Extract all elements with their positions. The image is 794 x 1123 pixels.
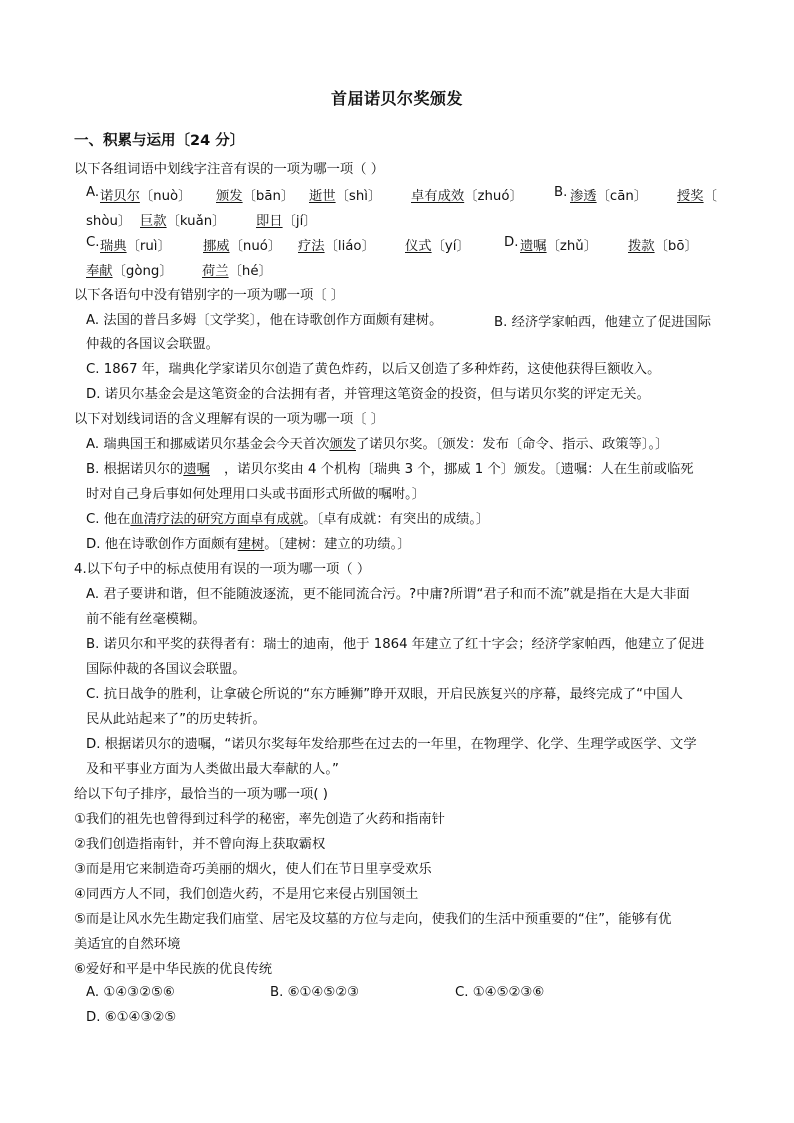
q2-option-b-cont: 仲裁的各国议会联盟。 (86, 337, 219, 352)
q3-option-b: B. 根据诺贝尔的遗嘱 ，诺贝尔奖由 4 个机构〔瑞典 3 个，挪威 1 个〕颁发。〔遗嘱：人在生前或临死 (86, 462, 694, 477)
q4-stem: 4.以下句子中的标点使用有误的一项为哪一项（ ） (74, 562, 371, 577)
q1-option-d-label: D. (504, 235, 519, 250)
q1-stem: 以下各组词语中划线字注音有误的一项为哪一项（ ） (74, 162, 385, 177)
q5-sentence-2: ②我们创造指南针，并不曾向海上获取霸权 (74, 837, 326, 852)
q1-a1: 诺贝尔〔nuò〕 (100, 189, 192, 204)
q1-d4: 荷兰〔hé〕 (202, 264, 272, 279)
q4-option-b: B. 诺贝尔和平奖的获得者有：瑞士的迪南，他于 1864 年建立了红十字会；经济学家帕西，他建立了促进 (86, 637, 705, 652)
q3-stem: 以下对划线词语的含义理解有误的一项为哪一项〔 〕 (74, 412, 385, 427)
q1-c1: 瑞典〔ruì〕 (100, 239, 171, 254)
q3-option-b-cont: 时对自己身后事如何处理用口头或书面形式所做的嘱咐。〕 (86, 487, 426, 502)
q1-c3: 疗法〔liáo〕 (298, 239, 375, 254)
q1-option-c-label: C. (86, 235, 100, 250)
q4-option-c: C. 抗日战争的胜利，让拿破仑所说的“东方睡狮”睁开双眼，开启民族复兴的序幕，最终完成了“中国人 (86, 687, 683, 702)
q2-option-b: B. 经济学家帕西，他建立了促进国际 (494, 315, 712, 330)
q3-option-d: D. 他在诗歌创作方面颇有建树。〔建树：建立的功绩。〕 (86, 537, 411, 552)
q5-sentence-4: ④同西方人不同，我们创造火药，不是用它来侵占别国领土 (74, 887, 419, 902)
q2-stem: 以下各语句中没有错别字的一项为哪一项〔 〕 (74, 288, 345, 303)
q4-option-a-cont: 前不能有丝毫模糊。 (86, 612, 206, 627)
q1-a3: 逝世〔shì〕 (309, 189, 382, 204)
q1-b2-cont: shòu〕 (86, 214, 132, 229)
q3-option-c: C. 他在血清疗法的研究方面卓有成就。〔卓有成就：有突出的成绩。〕 (86, 512, 490, 527)
q2-option-d: D. 诺贝尔基金会是这笔资金的合法拥有者，并管理这笔资金的投资，但与诺贝尔奖的评定无关。 (86, 387, 650, 402)
q1-b1: 渗透〔cān〕 (570, 189, 648, 204)
q1-b3: 巨款〔kuǎn〕 (140, 214, 226, 229)
q2-option-a: A. 法国的普吕多姆〔文学奖〕，他在诗歌创作方面颇有建树。 (86, 313, 443, 328)
q1-c2: 挪威〔nuó〕 (203, 239, 282, 254)
q5-stem: 给以下句子排序，最恰当的一项为哪一项( ) (74, 787, 328, 802)
q2-option-c: C. 1867 年，瑞典化学家诺贝尔创造了黄色炸药，以后又创造了多种炸药，这使他获得巨额收入。 (86, 362, 661, 377)
q1-c4: 仪式〔yí〕 (405, 239, 470, 254)
q5-sentence-5: ⑤而是让风水先生勘定我们庙堂、居宅及坟墓的方位与走向，使我们的生活中预重要的“住”，能够有优 (74, 912, 672, 927)
q5-sentence-3: ③而是用它来制造奇巧美丽的烟火，使人们在节日里享受欢乐 (74, 862, 432, 877)
q5-option-d: D. ⑥①④③②⑤ (86, 1010, 177, 1025)
page-title: 首届诺贝尔奖颁发 (330, 89, 463, 108)
q4-option-a: A. 君子要讲和谐，但不能随波逐流，更不能同流合污。?中庸?所谓“君子和而不流”就是指在大是大非面 (86, 587, 690, 602)
q1-d3: 奉献〔gòng〕 (86, 264, 173, 279)
q5-sentence-6: ⑥爱好和平是中华民族的优良传统 (74, 962, 273, 977)
q5-option-b: B. ⑥①④⑤②③ (270, 985, 360, 1000)
q1-b2: 授奖〔 (677, 189, 717, 204)
q5-option-c: C. ①④⑤②③⑥ (455, 985, 545, 1000)
q4-option-d-cont: 及和平事业方面为人类做出最大奉献的人。” (86, 762, 339, 777)
q1-d1: 遗嘱〔zhǔ〕 (520, 239, 598, 254)
q5-sentence-1: ①我们的祖先也曾得到过科学的秘密，率先创造了火药和指南针 (74, 812, 445, 827)
q1-option-a-label: A. (86, 185, 100, 200)
q4-option-d: D. 根据诺贝尔的遗嘱，“诺贝尔奖每年发给那些在过去的一年里，在物理学、化学、生理学或医学、文学 (86, 737, 697, 752)
q1-option-b-label: B. (554, 185, 568, 200)
q1-a4: 卓有成效〔zhuó〕 (411, 189, 523, 204)
q4-option-c-cont: 民从此站起来了”的历史转折。 (86, 712, 266, 727)
q5-option-a: A. ①④③②⑤⑥ (86, 985, 175, 1000)
q4-option-b-cont: 国际仲裁的各国议会联盟。 (86, 662, 246, 677)
q3-option-a: A. 瑞典国王和挪威诺贝尔基金会今天首次颁发了诺贝尔奖。〔颁发：发布〔命令、指示、政策等〕。〕 (86, 437, 669, 452)
q1-b4: 即日〔jí〕 (256, 214, 317, 229)
q1-a2: 颁发〔bān〕 (216, 189, 295, 204)
q1-d2: 拨款〔bō〕 (628, 239, 698, 254)
section-heading: 一、积累与运用〔24 分〕 (74, 133, 245, 149)
q5-sentence-5-cont: 美适宜的自然环境 (74, 937, 181, 952)
